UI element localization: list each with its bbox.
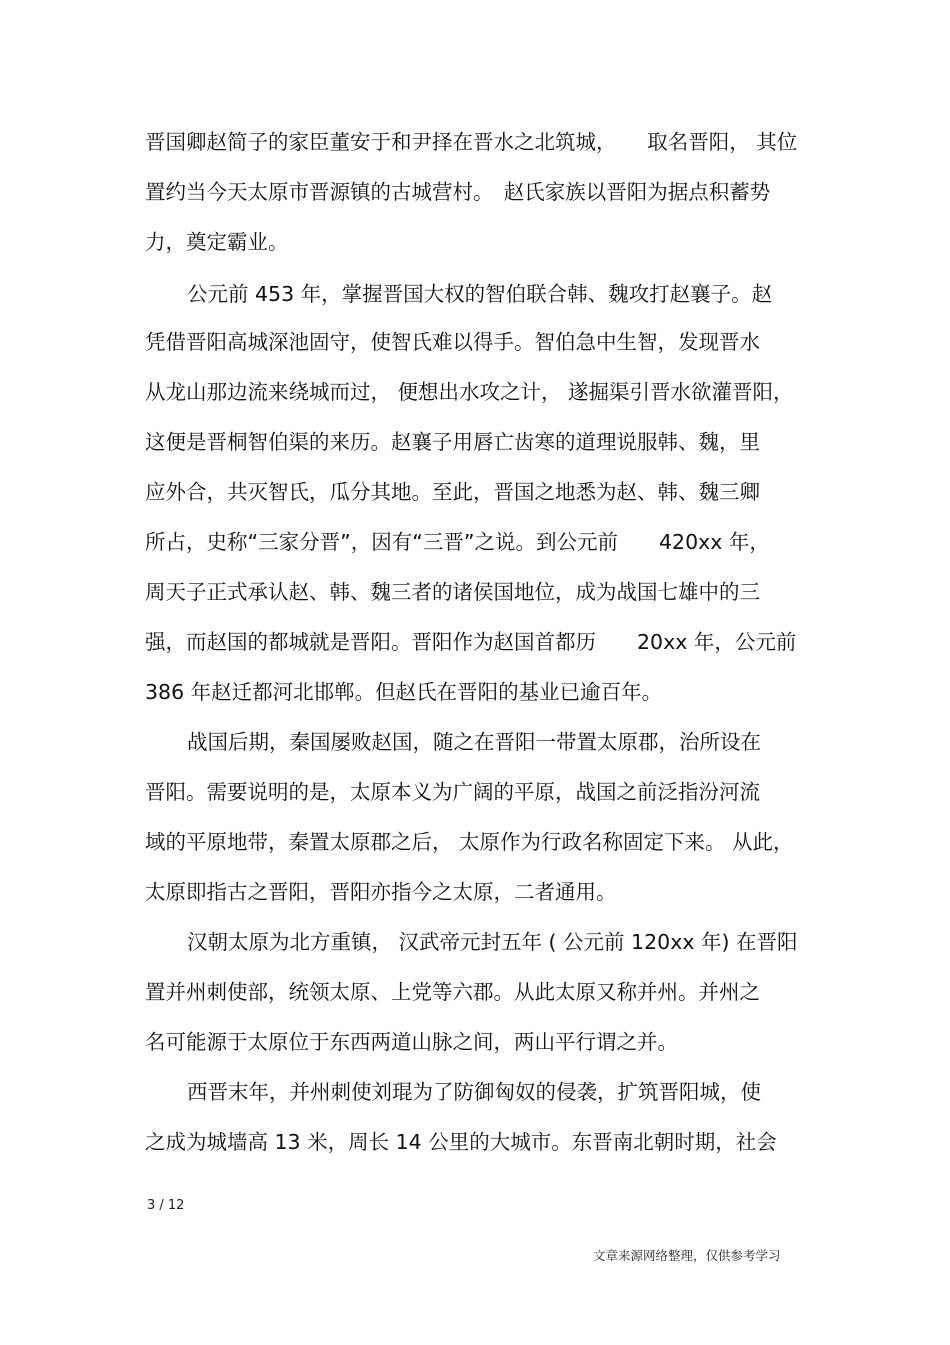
text-line: 应外合，共灭智氏，瓜分其地。至此，晋国之地悉为赵、韩、魏三卿 [145,480,760,504]
footer-note: 文章来源网络整理，仅供参考学习 [593,1248,781,1263]
text-line: 太原即指古之晋阳，晋阳亦指今之太原，二者通用。 [145,880,617,904]
text-line: 置并州刺使部，统领太原、上党等六郡。从此太原又称并州。并州之 [145,980,760,1004]
text-line: 域的平原地带，秦置太原郡之后， 太原作为行政名称固定下来。 从此， [145,830,794,854]
text-line: 置约当今天太原市晋源镇的古城营村。 赵氏家族以晋阳为据点积蓄势 [145,180,771,204]
text-line: 所占，史称“三家分晋”，因有“三晋”之说。到公元前 420xx 年， [145,530,770,554]
text-line: 凭借晋阳高城深池固守，使智氏难以得手。智伯急中生智，发现晋水 [145,330,760,354]
text-line: 强，而赵国的都城就是晋阳。晋阳作为赵国首都历 20xx 年，公元前 [145,630,797,654]
text-line: 周天子正式承认赵、韩、魏三者的诸侯国地位，成为战国七雄中的三 [145,580,760,604]
text-line: 从龙山那边流来绕城而过， 便想出水攻之计， 遂掘渠引晋水欲灌晋阳， [145,380,794,404]
paragraph-first-line: 战国后期，秦国屡败赵国，随之在晋阳一带置太原郡，治所设在 [187,730,761,754]
text-line: 386 年赵迁都河北邯郸。但赵氏在晋阳的基业已逾百年。 [145,680,663,704]
text-line: 晋阳。需要说明的是，太原本义为广阔的平原，战国之前泛指汾河流 [145,780,760,804]
text-line: 晋国卿赵简子的家臣董安于和尹择在晋水之北筑城， 取名晋阳， 其位 [145,130,798,154]
paragraph-first-line: 公元前 453 年，掌握晋国大权的智伯联合韩、魏攻打赵襄子。赵 [187,282,773,306]
paragraph-first-line: 西晋末年，并州刺使刘琨为了防御匈奴的侵袭，扩筑晋阳城，使 [187,1080,761,1104]
text-line: 之成为城墙高 13 米，周长 14 公里的大城市。东晋南北朝时期，社会 [145,1130,777,1154]
page-number: 3 / 12 [147,1198,185,1213]
paragraph-first-line: 汉朝太原为北方重镇， 汉武帝元封五年 ( 公元前 120xx 年) 在晋阳 [187,930,798,954]
text-line: 这便是晋桐智伯渠的来历。赵襄子用唇亡齿寒的道理说服韩、魏，里 [145,430,760,454]
text-line: 名可能源于太原位于东西两道山脉之间，两山平行谓之并。 [145,1030,678,1054]
text-line: 力，奠定霸业。 [145,230,289,254]
